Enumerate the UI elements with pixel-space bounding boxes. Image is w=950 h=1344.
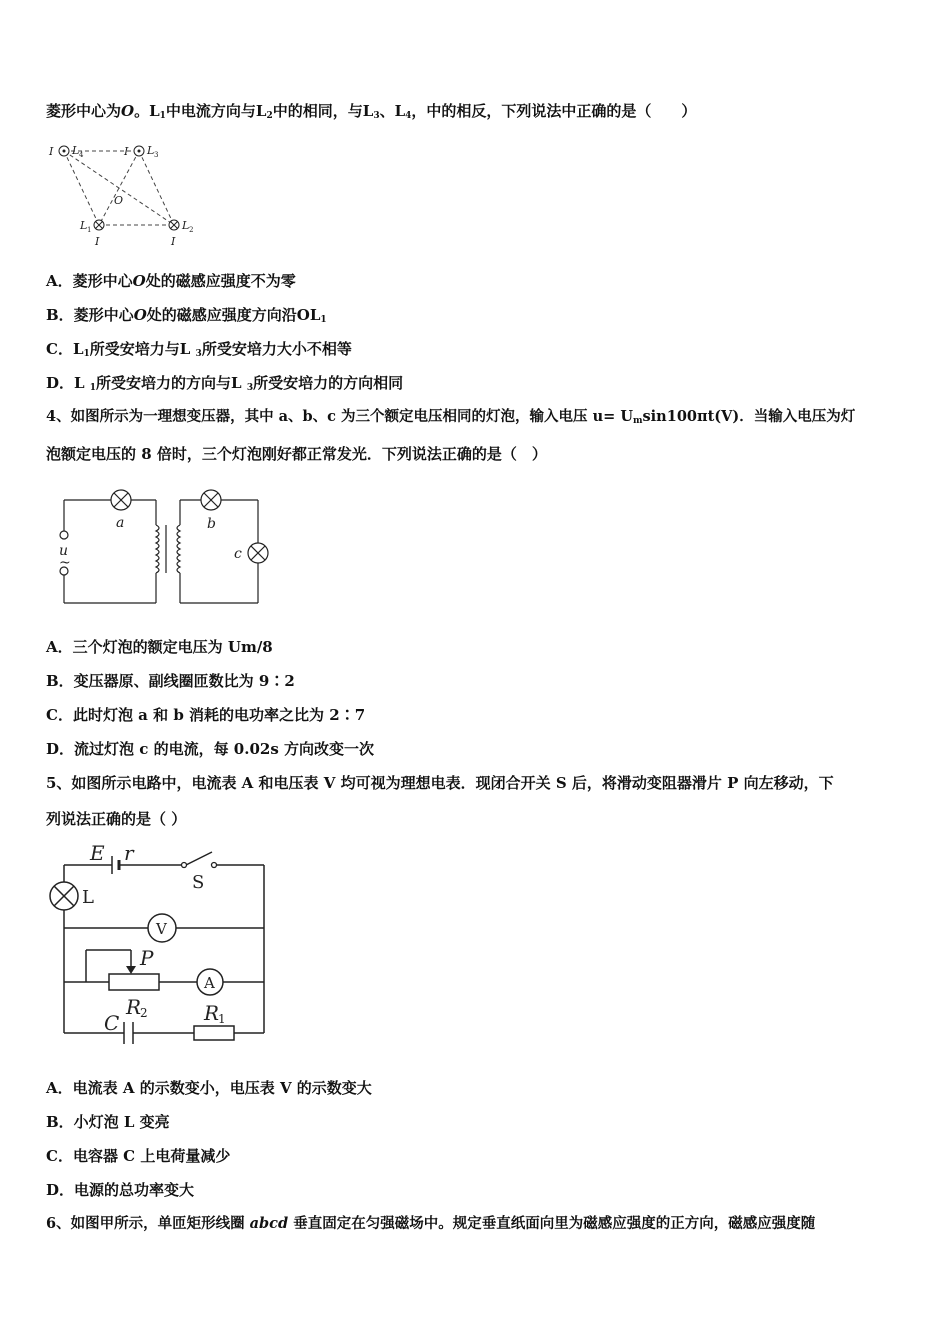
q3-label-O: O (114, 194, 124, 207)
q3-label-L4-sub: 4 (79, 151, 84, 159)
q3-option-c-sub: 3 (195, 349, 202, 359)
q5-rheostat-r2 (109, 974, 159, 990)
q3-stem-sub: 3 (373, 111, 380, 121)
q5-label-R2: R (126, 995, 142, 1019)
q3-stem-sub: 1 (159, 111, 166, 121)
q3-edge-left (64, 151, 99, 225)
q5-switch-blade (186, 852, 212, 865)
q5-label-R1: R (204, 1001, 220, 1025)
q4-secondary-coil (177, 525, 180, 573)
q3-option-c-text: 所受安培力与L (89, 340, 196, 358)
q3-stem-text: 菱形中心为 (46, 102, 122, 120)
q4-option-a[interactable]: A．三个灯泡的额定电压为 Um/8 (46, 638, 273, 656)
q5-label-R2-sub: 2 (140, 1006, 148, 1020)
q3-stem-sub: 2 (266, 111, 273, 121)
q6-stem-abcd: abcd (249, 1215, 289, 1232)
q3-label-I: I (171, 235, 176, 248)
q3-stem-sub: 4 (405, 111, 412, 121)
q3-label-L2-sub: 2 (189, 226, 194, 234)
q3-label-I: I (49, 145, 54, 158)
q5-label-E: E (90, 841, 105, 865)
q5-option-b[interactable]: B．小灯泡 L 变亮 (46, 1113, 170, 1131)
q3-edge-right (139, 151, 174, 225)
q3-stem-text: 中的相同，与L (272, 102, 374, 120)
q3-wire-L1 (94, 220, 104, 230)
q3-wire-L2 (169, 220, 179, 230)
q3-option-c-sub: 1 (83, 349, 90, 359)
q3-label-L4: L (72, 144, 80, 157)
q3-label-L2: L (182, 219, 190, 232)
q3-label-L1: L (80, 219, 88, 232)
q4-stem-text: sin100πt(V)．当输入电压为灯 (642, 408, 856, 425)
q5-circuit-figure (44, 840, 274, 1055)
q3-option-d-text: D．L (46, 374, 90, 392)
q3-option-b-text: 处的磁感应强度方向沿 (146, 306, 297, 324)
q3-diagonal-2 (99, 151, 139, 225)
q5-label-V: V (156, 920, 167, 938)
q4-primary-coil (156, 525, 159, 573)
q3-stem (46, 101, 696, 126)
q4-label-c: c (234, 546, 242, 562)
q3-option-d[interactable] (46, 373, 403, 398)
q6-stem-line1 (46, 1214, 815, 1234)
q4-option-b[interactable]: B．变压器原、副线圈匝数比为 9∶2 (46, 672, 295, 690)
q3-option-d-sub: 3 (246, 383, 254, 393)
q4-lamp-b (201, 490, 221, 510)
q4-input-terminal (60, 531, 68, 539)
q3-stem-text: 中电流方向与L (165, 102, 267, 120)
q3-stem-O: O (121, 102, 135, 120)
q5-option-d[interactable]: D．电源的总功率变大 (46, 1181, 195, 1199)
q5-label-C: C (104, 1011, 120, 1035)
q3-option-b-O: O (133, 306, 147, 324)
q5-label-A: A (204, 974, 215, 992)
q4-stem-text: 4、如图所示为一理想变压器，其中 a、b、c 为三个额定电压相同的灯泡，输入电压 u= U (46, 408, 633, 425)
q3-option-b-OL: OL (296, 306, 321, 324)
q4-label-u: u (59, 543, 69, 559)
q4-lamp-a (111, 490, 131, 510)
q3-option-d-text: 所受安培力的方向相同 (253, 374, 404, 392)
q4-label-b: b (207, 516, 216, 532)
q4-label-a: a (116, 515, 125, 531)
q3-option-d-text: 所受安培力的方向与L (96, 374, 247, 392)
q3-stem-text: 。L (134, 102, 160, 120)
q5-switch-contact (212, 863, 217, 868)
q3-wire-L4 (59, 146, 69, 156)
q3-label-I: I (124, 145, 129, 158)
q4-stem-line2: 泡额定电压的 8 倍时，三个灯泡刚好都正常发光．下列说法正确的是（ ） (46, 445, 547, 463)
q5-label-R1-sub: 1 (218, 1012, 226, 1026)
q3-stem-text: ，中的相反，下列说法中正确的是（ ） (411, 102, 697, 120)
q3-option-c[interactable] (46, 339, 352, 364)
q3-option-b-sub: 1 (320, 315, 327, 325)
q3-label-I: I (95, 235, 100, 248)
q3-option-b-text: B．菱形中心 (46, 306, 134, 324)
q4-stem-line1 (46, 407, 855, 431)
q3-rhombus-figure (46, 138, 216, 248)
q5-label-S: S (192, 872, 205, 893)
q3-wire-L3 (134, 146, 144, 156)
q4-lamp-c (248, 543, 268, 563)
q5-label-L: L (82, 887, 94, 908)
q3-label-L3-sub: 3 (154, 151, 159, 159)
q5-switch-contact (182, 863, 187, 868)
q5-option-a[interactable]: A．电流表 A 的示数变小，电压表 V 的示数变大 (46, 1079, 372, 1097)
q3-stem-text: 、L (379, 102, 406, 120)
q5-option-c[interactable]: C．电容器 C 上电荷量减少 (46, 1147, 231, 1165)
q4-option-c[interactable]: C．此时灯泡 a 和 b 消耗的电功率之比为 2∶7 (46, 706, 366, 724)
q3-option-d-sub: 1 (89, 383, 97, 393)
q5-label-P: P (140, 946, 154, 970)
q5-resistor-r1 (194, 1026, 234, 1040)
q6-stem-text: 6、如图甲所示，单匝矩形线圈 (46, 1215, 250, 1232)
q4-option-d[interactable]: D．流过灯泡 c 的电流，每 0.02s 方向改变一次 (46, 740, 375, 758)
q3-label-L1-sub: 1 (87, 226, 92, 234)
q3-option-a-O: O (132, 272, 146, 290)
q4-label-tilde: ~ (59, 555, 71, 571)
q3-option-a-text: A．菱形中心 (46, 272, 133, 290)
q5-stem-line1: 5、如图所示电路中，电流表 A 和电压表 V 均可视为理想电表．现闭合开关 S 后，将滑动变阻器滑片 P 向左移动，下 (46, 774, 834, 792)
q3-label-L3: L (147, 144, 155, 157)
q6-stem-text: 垂直固定在匀强磁场中。规定垂直纸面向里为磁感应强度的正方向，磁感应强度随 (288, 1215, 816, 1232)
q3-option-c-text: C．L (46, 340, 84, 358)
q4-stem-sub: m (632, 416, 643, 426)
q3-option-a-text: 处的磁感应强度不为零 (145, 272, 296, 290)
q5-slider-arrow (126, 966, 136, 974)
q3-option-c-text: 所受安培力大小不相等 (201, 340, 352, 358)
q3-option-b[interactable] (46, 305, 327, 330)
q3-option-a[interactable] (46, 271, 296, 291)
q4-transformer-figure (46, 485, 276, 615)
q5-label-r: r (124, 841, 134, 865)
q5-lamp-L (50, 882, 78, 910)
q5-stem-line2: 列说法正确的是（ ） (46, 810, 187, 828)
